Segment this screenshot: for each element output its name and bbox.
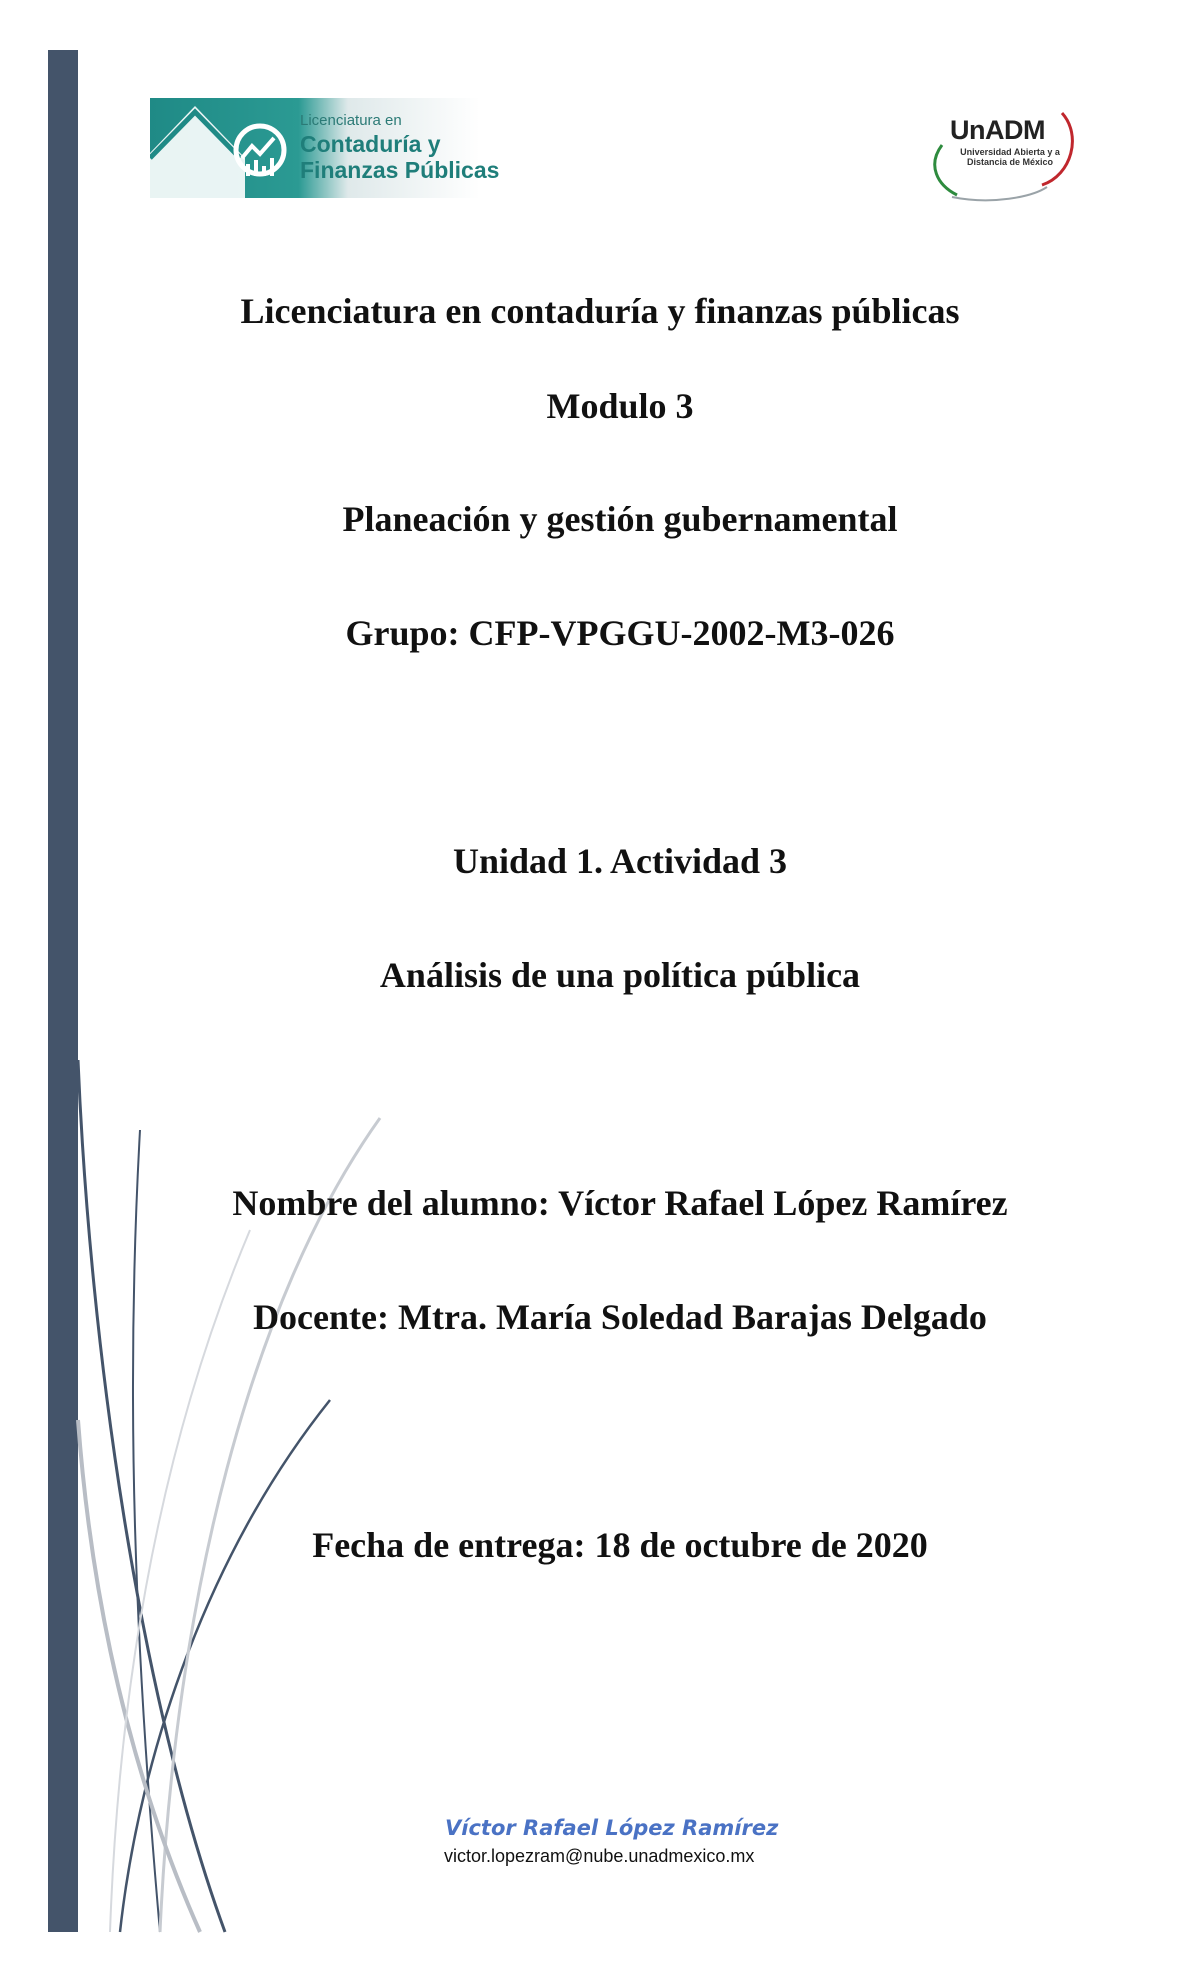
curve-dark-3 [120,1400,330,1932]
footer-author-email: victor.lopezram@nube.unadmexico.mx [444,1846,755,1866]
unadm-sub-line-1: Universidad Abierta y a [960,147,1060,157]
teacher-name: Docente: Mtra. María Soledad Barajas Delgado [253,1297,987,1337]
footer-author-name: Víctor Rafael López Ramírez [445,1816,779,1840]
subject-title: Planeación y gestión gubernamental [342,499,898,539]
licenciatura-logo [150,98,500,198]
curve-light-2 [78,1420,200,1932]
unadm-subtitle [960,147,1060,167]
logo-line-2: Contaduría y [300,131,441,157]
logo-roof-icon [150,98,300,198]
logo-line-1: Licenciatura en [300,112,402,129]
group-code: Grupo: CFP-VPGGU-2002-M3-026 [345,613,895,653]
unadm-name: UnADM [950,115,1045,145]
unadm-logo [932,105,1082,205]
logo-line-3: Finanzas Públicas [300,157,500,183]
activity-title: Unidad 1. Actividad 3 [452,841,788,881]
unadm-sub-line-2: Distancia de México [966,157,1054,167]
due-date: Fecha de entrega: 18 de octubre de 2020 [312,1525,928,1565]
topic-title: Análisis de una política pública [379,955,861,995]
career-title: Licenciatura en contaduría y finanzas públicas [240,291,960,331]
module-title: Modulo 3 [546,386,694,426]
student-name: Nombre del alumno: Víctor Rafael López Ramírez [232,1183,1008,1223]
